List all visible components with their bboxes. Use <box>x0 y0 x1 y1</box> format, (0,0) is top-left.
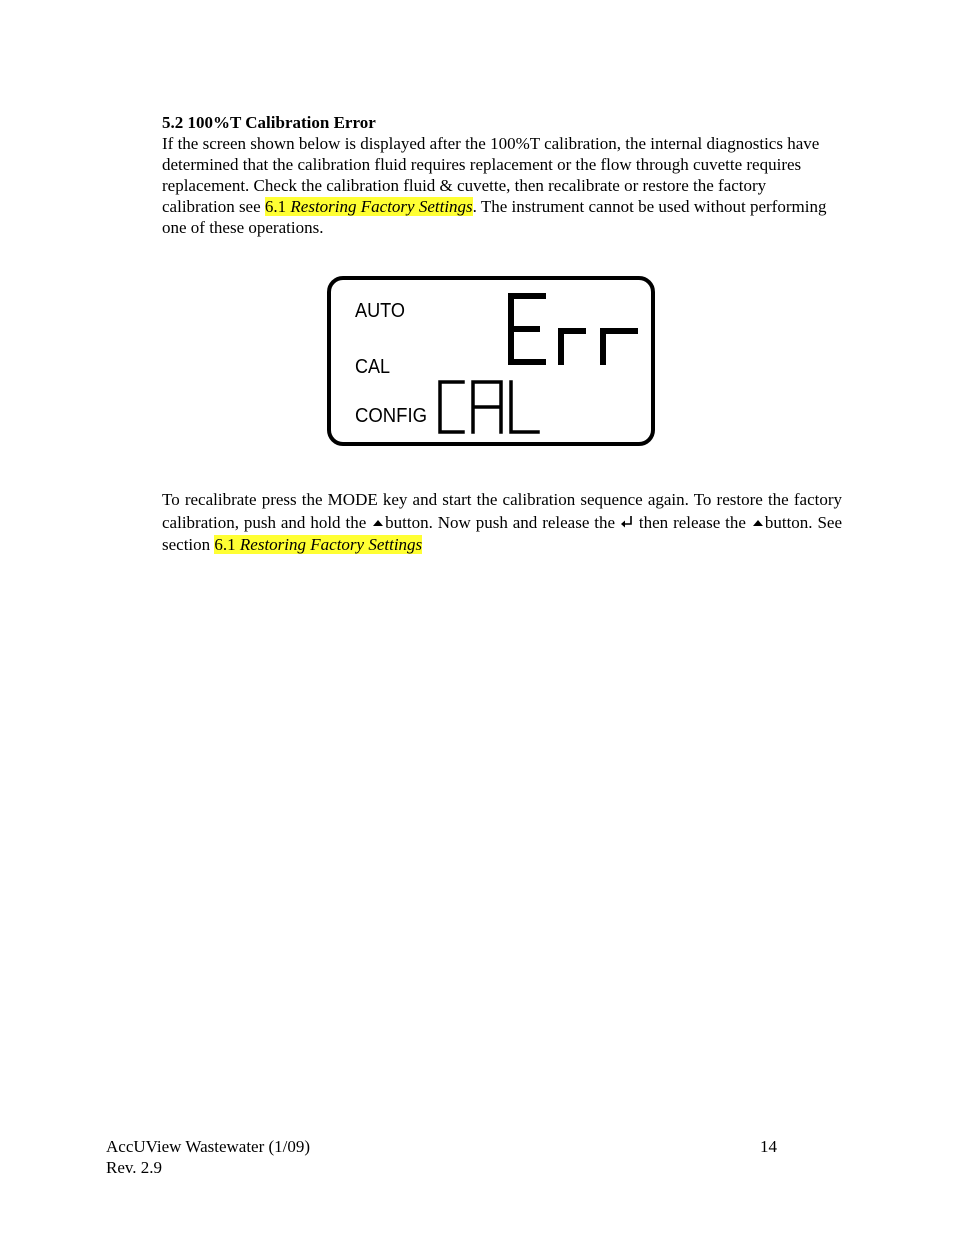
section-paragraph <box>162 133 842 238</box>
enter-key-icon <box>620 515 634 528</box>
recalibration-paragraph <box>162 489 842 557</box>
lcd-label-config: CONFIG <box>355 405 427 427</box>
footer-title: AccUView Wastewater (1/09) <box>106 1137 311 1156</box>
lcd-display-illustration <box>327 276 655 446</box>
cross-reference-link[interactable] <box>214 535 422 554</box>
para2-text1: To recalibrate press the MODE key and start the calibration sequence again. To restore the factory calibration, push and hold the <box>162 490 842 532</box>
footer-document-info <box>106 1136 310 1178</box>
cross-reference-link[interactable] <box>265 197 473 216</box>
link-number: 6.1 <box>214 535 236 554</box>
lcd-label-cal: CAL <box>355 356 390 378</box>
section-5-2 <box>162 112 842 238</box>
section-heading: 5.2 100%T Calibration Error <box>162 113 376 132</box>
footer-revision: Rev. 2.9 <box>106 1158 163 1177</box>
page-number: 14 <box>760 1137 777 1156</box>
link-title: Restoring Factory Settings <box>239 535 423 554</box>
para2-text4: button. See section <box>162 512 842 554</box>
paragraph-text-part1: If the screen shown below is displayed after the 100%T calibration, the internal diagnostics have determined that the calibration fluid requires replacement or the flow through cuvette requires replacement. Check the calibration fluid & cuvette, then recalibrate or restore the factory calibration see <box>162 134 820 216</box>
link-title: Restoring Factory Settings <box>290 197 473 216</box>
up-arrow-icon <box>371 518 385 528</box>
link-number: 6.1 <box>264 197 287 216</box>
para2-text3: then release the <box>633 512 751 532</box>
para2-text2: button. Now push and release the <box>385 512 620 532</box>
up-arrow-icon <box>751 518 765 528</box>
lcd-label-auto: AUTO <box>355 300 405 322</box>
paragraph-text-part2: . The instrument cannot be used without performing one of these operations. <box>162 197 827 237</box>
